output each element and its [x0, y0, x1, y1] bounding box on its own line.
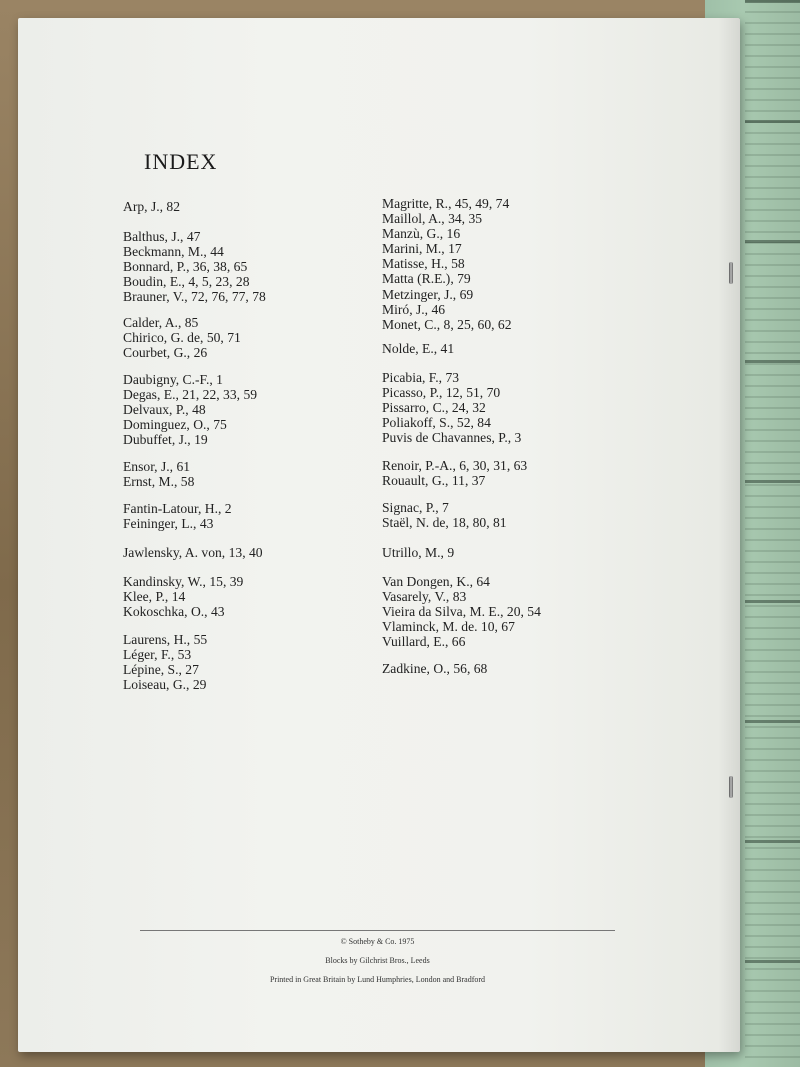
index-entry: Ensor, J., 61	[123, 459, 191, 474]
left-group	[123, 574, 243, 619]
index-entry: Fantin-Latour, H., 2	[123, 501, 232, 516]
index-entry: Utrillo, M., 9	[382, 545, 455, 560]
right-group	[382, 545, 454, 560]
index-entry: Klee, P., 14	[123, 589, 186, 605]
left-group	[123, 229, 266, 304]
index-page	[18, 18, 740, 1052]
index-entry: Dominguez, O., 75	[123, 417, 227, 433]
index-entry: Monet, C., 8, 25, 60, 62	[382, 316, 512, 332]
index-entry: Arp, J., 82	[123, 199, 181, 214]
footer-copyright: © Sotheby & Co. 1975	[340, 937, 415, 946]
index-entry: Balthus, J., 47	[123, 229, 201, 244]
left-group	[123, 501, 232, 531]
index-entry: Ernst, M., 58	[123, 474, 195, 490]
index-entry: Van Dongen, K., 64	[382, 574, 490, 589]
left-group	[123, 372, 257, 447]
right-group	[382, 196, 512, 332]
index-entry: Marini, M., 17	[382, 241, 462, 257]
index-entry: Matta (R.E.), 79	[382, 271, 471, 287]
left-group	[123, 315, 241, 360]
index-entry: Magritte, R., 45, 49, 74	[382, 196, 510, 211]
index-entry: Lépine, S., 27	[123, 662, 199, 678]
index-entry: Dubuffet, J., 19	[123, 432, 208, 448]
right-group	[382, 661, 487, 676]
index-entry: Kokoschka, O., 43	[123, 604, 225, 620]
index-entry: Staël, N. de, 18, 80, 81	[382, 515, 507, 531]
index-entry: Bonnard, P., 36, 38, 65	[123, 259, 248, 275]
index-entry: Jawlensky, A. von, 13, 40	[123, 545, 263, 560]
index-entry: Vlaminck, M. de. 10, 67	[382, 619, 515, 635]
right-group	[382, 370, 521, 445]
footer-divider	[140, 930, 615, 931]
index-entry: Laurens, H., 55	[123, 632, 208, 647]
index-entry: Puvis de Chavannes, P., 3	[382, 430, 522, 446]
index-entry: Renoir, P.-A., 6, 30, 31, 63	[382, 458, 528, 473]
staple-bottom	[729, 776, 733, 798]
index-entry: Degas, E., 21, 22, 33, 59	[123, 387, 258, 403]
index-entry: Picasso, P., 12, 51, 70	[382, 385, 501, 401]
right-group	[382, 500, 507, 530]
index-entry: Feininger, L., 43	[123, 516, 214, 532]
page-title: INDEX	[144, 149, 218, 174]
right-group	[382, 458, 527, 488]
index-entry: Boudin, E., 4, 5, 23, 28	[123, 274, 250, 290]
left-group	[123, 199, 180, 214]
index-entry: Picabia, F., 73	[382, 370, 460, 385]
index-entry: Metzinger, J., 69	[382, 286, 474, 302]
index-entry: Chirico, G. de, 50, 71	[123, 330, 241, 346]
footer-printer-credit: Printed in Great Britain by Lund Humphries, London and Bradford	[269, 975, 486, 984]
index-entry: Matisse, H., 58	[382, 256, 465, 272]
right-group	[382, 341, 454, 356]
index-entry: Zadkine, O., 56, 68	[382, 661, 488, 676]
index-entry: Vieira da Silva, M. E., 20, 54	[382, 604, 541, 620]
index-entry: Léger, F., 53	[123, 647, 192, 663]
index-entry: Pissarro, C., 24, 32	[382, 400, 486, 416]
staple-top	[729, 262, 733, 284]
index-entry: Poliakoff, S., 52, 84	[382, 415, 491, 431]
index-entry: Vuillard, E., 66	[382, 634, 466, 650]
left-group	[123, 459, 194, 489]
left-group	[123, 545, 263, 560]
back-cover-heading-texture	[745, 0, 800, 1067]
left-group	[123, 632, 207, 692]
right-group	[382, 574, 541, 649]
index-entry: Kandinsky, W., 15, 39	[123, 574, 244, 589]
index-entry: Signac, P., 7	[382, 500, 449, 515]
index-entry: Beckmann, M., 44	[123, 244, 224, 260]
index-entry: Maillol, A., 34, 35	[382, 211, 483, 227]
index-entry: Loiseau, G., 29	[123, 677, 207, 693]
index-entry: Manzù, G., 16	[382, 226, 461, 242]
index-entry: Courbet, G., 26	[123, 345, 208, 361]
index-entry: Calder, A., 85	[123, 315, 199, 330]
index-entry: Delvaux, P., 48	[123, 402, 206, 418]
index-entry: Nolde, E., 41	[382, 341, 455, 356]
index-entry: Miró, J., 46	[382, 301, 446, 317]
index-entry: Vasarely, V., 83	[382, 589, 467, 605]
index-entry: Brauner, V., 72, 76, 77, 78	[123, 289, 266, 305]
footer-blocks-credit: Blocks by Gilchrist Bros., Leeds	[325, 956, 430, 965]
index-entry: Rouault, G., 11, 37	[382, 473, 486, 489]
index-entry: Daubigny, C.-F., 1	[123, 372, 223, 387]
